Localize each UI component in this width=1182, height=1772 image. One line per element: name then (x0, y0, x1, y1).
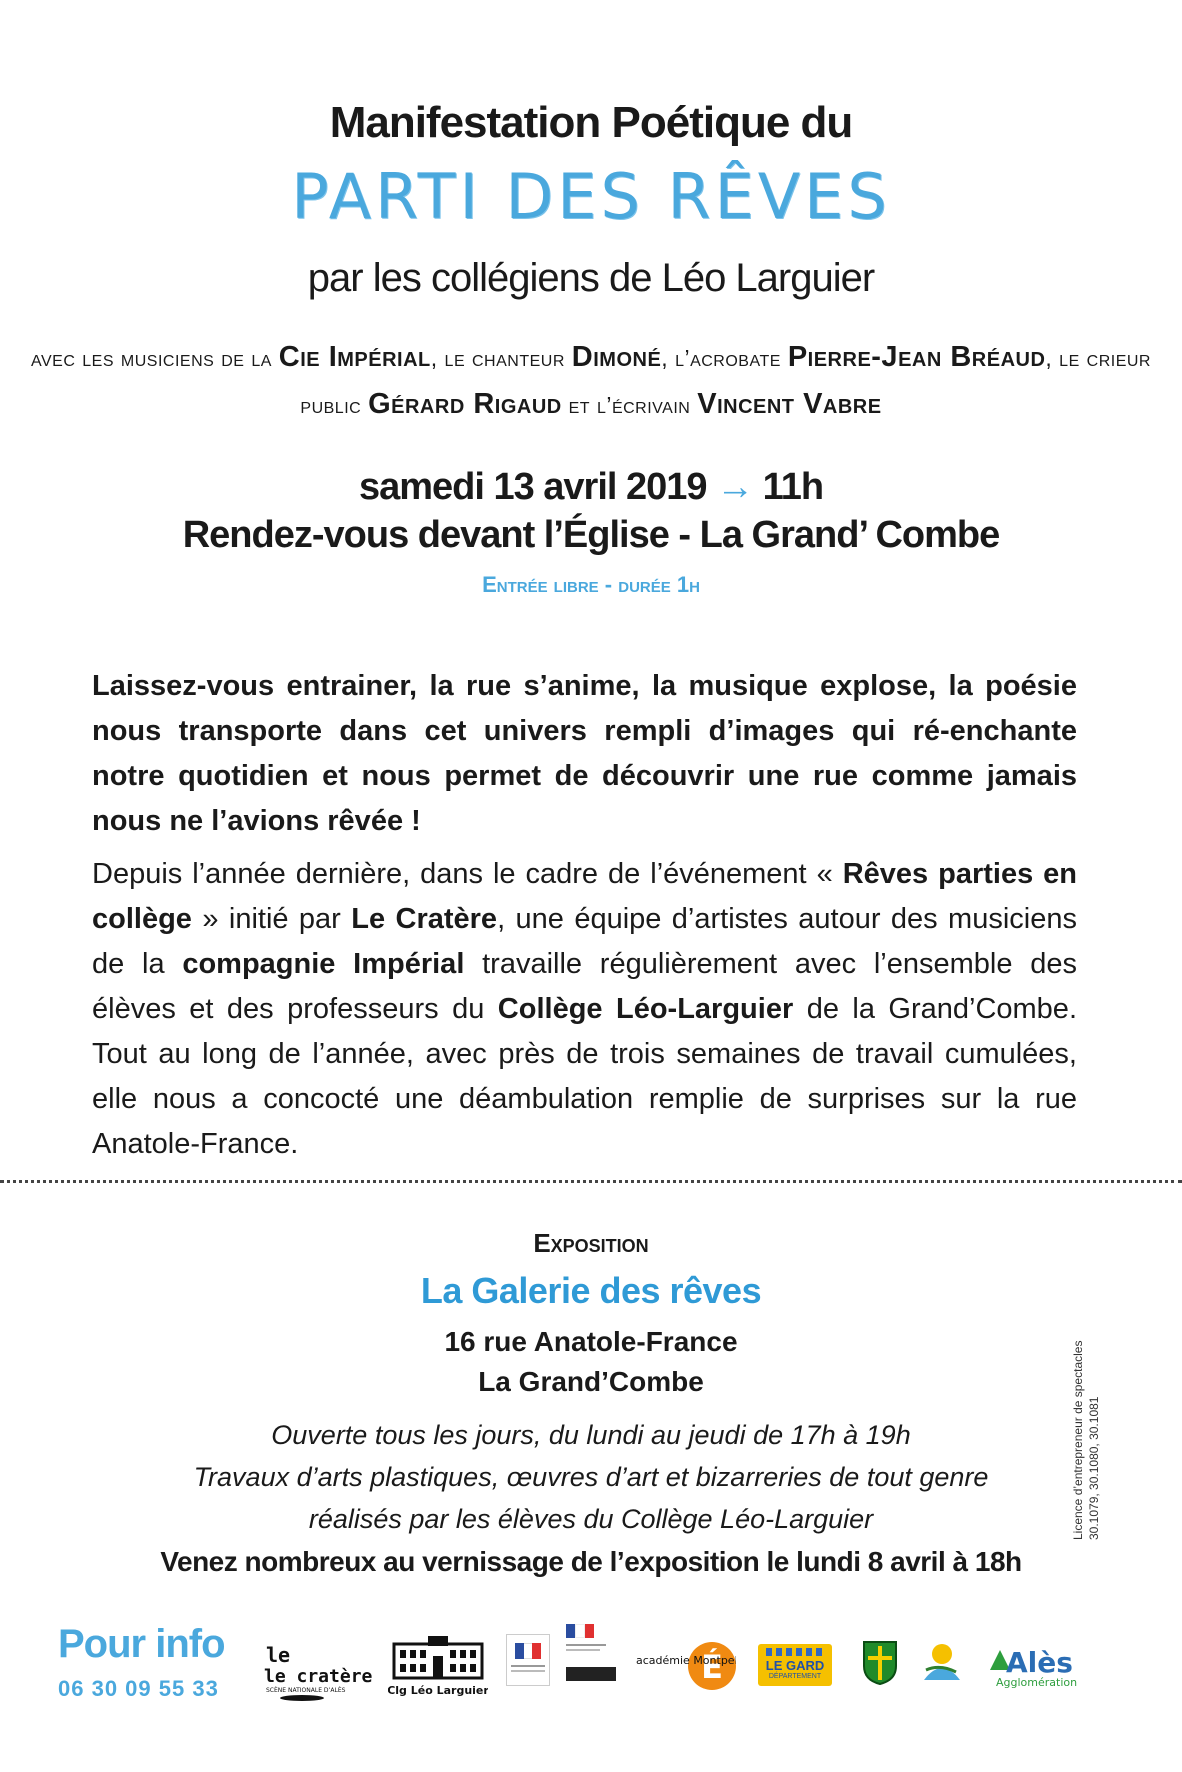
body-bold: Le Cratère (351, 903, 498, 935)
info-line: Travaux d’arts plastiques, œuvres d’art et bizarreries de tout genre (193, 1462, 989, 1492)
ales-logo-text: Alès (1006, 1646, 1073, 1679)
date-text: samedi 13 avril 2019 (358, 466, 707, 508)
body-paragraph (92, 852, 1077, 1167)
arrow-right-icon: → (716, 466, 754, 508)
title-parti-des-reves: PARTI DES RÊVES (291, 160, 891, 233)
exhibition-heading: Exposition (533, 1228, 649, 1258)
body-text: de la Grand’Combe. Tout au long de l’année, avec près de trois semaines de travail cumulées, elle nous a concocté une déambulation remplie de surprises sur la rue Anatole-France. (92, 993, 1077, 1160)
exhibition-address (0, 1322, 1182, 1402)
address-line: 16 rue Anatole-France (444, 1326, 738, 1357)
licence-text (1070, 1320, 1102, 1540)
event-date (0, 466, 1182, 509)
contact-label: Pour info (58, 1622, 225, 1666)
event-entry: Entrée libre - durée 1h (482, 572, 700, 597)
credits-text: et l’écrivain (568, 392, 691, 418)
cratere-logo (262, 1630, 382, 1702)
college-logo (388, 1632, 488, 1702)
commune-shield-logo (862, 1640, 898, 1686)
credit-name: Pierre-Jean Bréaud (787, 341, 1046, 373)
info-line: réalisés par les élèves du Collège Léo-Larguier (308, 1504, 874, 1534)
gard-logo-sub: DÉPARTEMENT (768, 1673, 822, 1680)
body-bold: Collège Léo-Larguier (497, 993, 794, 1025)
cratere-logo-sub: SCÈNE NATIONALE D’ALÈS (266, 1687, 346, 1694)
vernissage: Venez nombreux au vernissage de l’exposition le lundi 8 avril à 18h (160, 1546, 1022, 1577)
ales-logo (986, 1638, 1080, 1690)
credit-name: Gérard Rigaud (368, 388, 562, 420)
intro-paragraph: Laissez-vous entrainer, la rue s’anime, la musique explose, la poésie nous transporte dans cet univers rempli d’images qui ré-enchante notre quotidien et nous permet de découvrir une rue comme jamais nous ne l’avions rêvée ! (92, 670, 1077, 837)
ales-logo-sub: Agglomération (996, 1676, 1078, 1689)
title-line-3: par les collégiens de Léo Larguier (307, 256, 875, 300)
body-text: » initié par (202, 903, 341, 935)
city-line: La Grand’Combe (478, 1366, 704, 1397)
culture-logo (566, 1624, 618, 1690)
credits-text: , le crieur public (300, 345, 1151, 418)
college-logo-text: Clg Léo Larguier (388, 1684, 488, 1697)
prefet-logo (506, 1634, 550, 1686)
gard-logo (758, 1644, 832, 1686)
time-text: 11h (762, 466, 824, 508)
grand-combe-logo (920, 1636, 962, 1688)
credit-name: Dimoné (571, 341, 662, 373)
credits-text: , le chanteur (430, 345, 565, 371)
academie-logo-text: académie Montpe (636, 1654, 735, 1667)
contact-phone: 06 30 09 55 33 (58, 1676, 219, 1701)
credits-text: avec les musiciens de la (31, 345, 272, 371)
body-text: , une équipe d’artistes autour des musiciens de la (92, 903, 1077, 980)
cratere-logo-text: le cratère (264, 1666, 373, 1687)
licence-line: Licence d’entrepreneur de spectacles (1071, 1340, 1085, 1540)
title-line-1: Manifestation Poétique du (329, 98, 853, 147)
info-line: Ouverte tous les jours, du lundi au jeudi de 17h à 19h (271, 1420, 911, 1450)
credits-text: , l’acrobate (661, 345, 781, 371)
licence-line: 30.1079, 30.1080, 30.1081 (1087, 1396, 1101, 1540)
academie-logo (636, 1630, 736, 1700)
svg-text:É: É (701, 1648, 723, 1686)
gard-logo-text: LE GARD (765, 1658, 825, 1673)
event-place: Rendez-vous devant l’Église - La Grand’ Combe (182, 514, 1000, 556)
body-text: travaille régulièrement avec l’ensemble des élèves et des professeurs du (92, 948, 1077, 1025)
exhibition-name: La Galerie des rêves (420, 1270, 762, 1311)
body-text: Depuis l’année dernière, dans le cadre de l’événement « (92, 858, 833, 890)
exhibition-info (0, 1414, 1182, 1540)
credit-name: Vincent Vabre (697, 388, 882, 420)
body-bold: Rêves parties en collège (92, 858, 1078, 935)
body-bold: compagnie Impérial (182, 948, 465, 980)
svg-text:le: le (266, 1643, 291, 1667)
credits (0, 334, 1182, 428)
credit-name: Cie Impérial (278, 341, 431, 373)
dotted-divider (0, 1180, 1182, 1183)
